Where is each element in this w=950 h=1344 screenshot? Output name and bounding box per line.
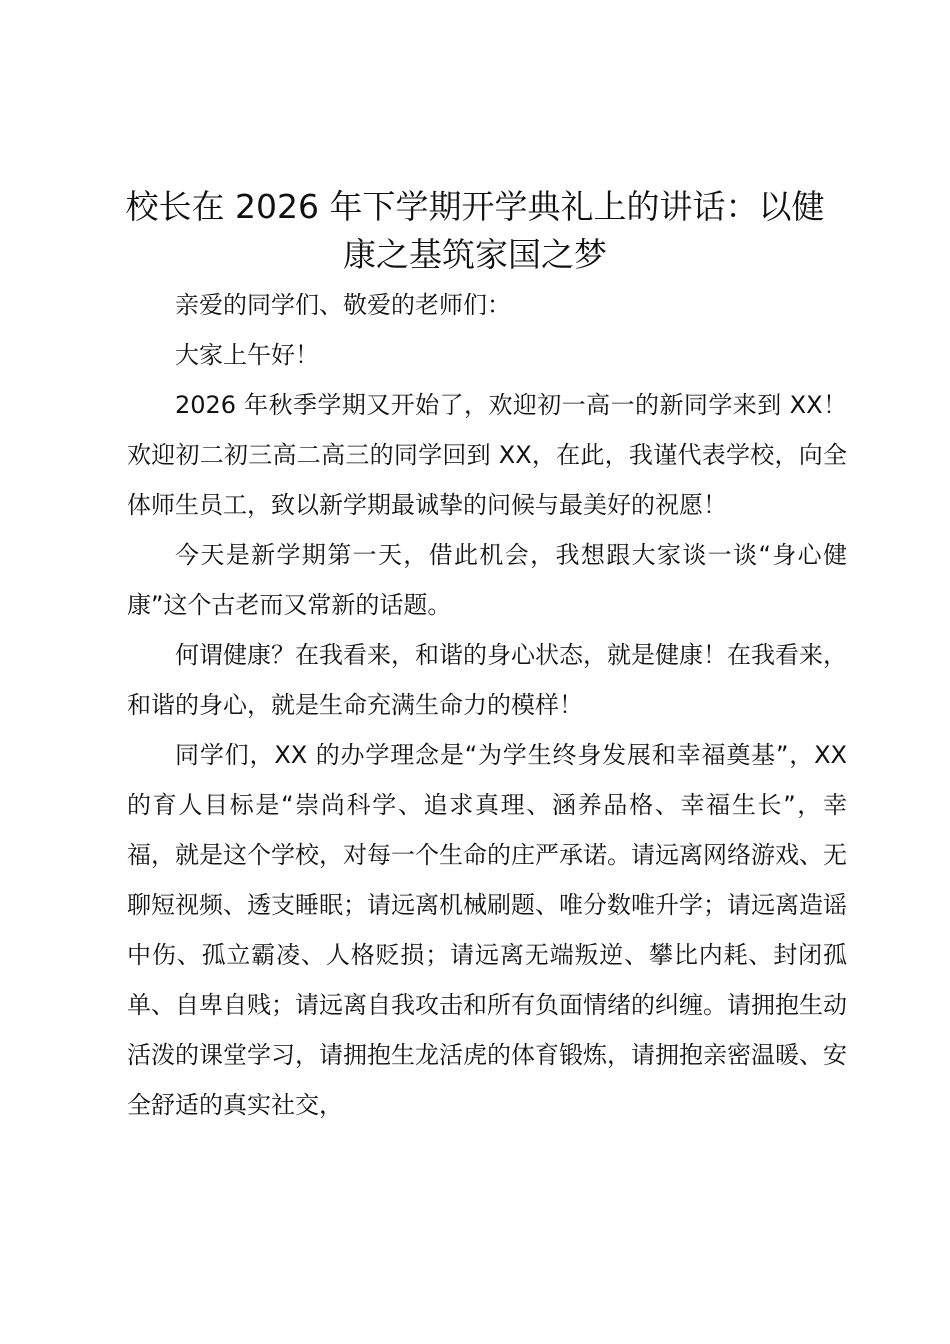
welcome-paragraph: 2026 年秋季学期又开始了，欢迎初一高一的新同学来到 XX！欢迎初二初三高二高三的同学回到 XX，在此，我谨代表学校，向全体师生员工，致以新学期最诚挚的问候与最美好的祝愿！ xyxy=(127,391,847,519)
greeting-paragraph: 大家上午好！ xyxy=(175,341,319,369)
salutation-paragraph: 亲爱的同学们、敬爱的老师们： xyxy=(175,291,511,319)
document-body xyxy=(127,280,847,1130)
school-philosophy-paragraph: 同学们，XX 的办学理念是“为学生终身发展和幸福奠基”，XX 的育人目标是“崇尚科学、追求真理、涵养品格、幸福生长”，幸福，就是这个学校，对每一个生命的庄严承诺。请远离网络游戏、无聊短视频、透支睡眠；请远离机械刷题、唯分数唯升学；请远离造谣中伤、孤立霸凌、人格贬损；请远离无端叛逆、攀比内耗、封闭孤单、自卑自贱；请远离自我攻击和所有负面情绪的纠缠。请拥抱生动活泼的课堂学习，请拥抱生龙活虎的体育锻炼，请拥抱亲密温暖、安全舒适的真实社交， xyxy=(127,741,847,1119)
document-title: 校长在 2026 年下学期开学典礼上的讲话：以健康之基筑家国之梦 xyxy=(125,187,825,274)
health-definition-paragraph: 何谓健康？在我看来，和谐的身心状态，就是健康！在我看来，和谐的身心，就是生命充满生命力的模样！ xyxy=(127,641,847,719)
topic-paragraph: 今天是新学期第一天，借此机会，我想跟大家谈一谈“身心健康”这个古老而又常新的话题。 xyxy=(127,541,847,619)
